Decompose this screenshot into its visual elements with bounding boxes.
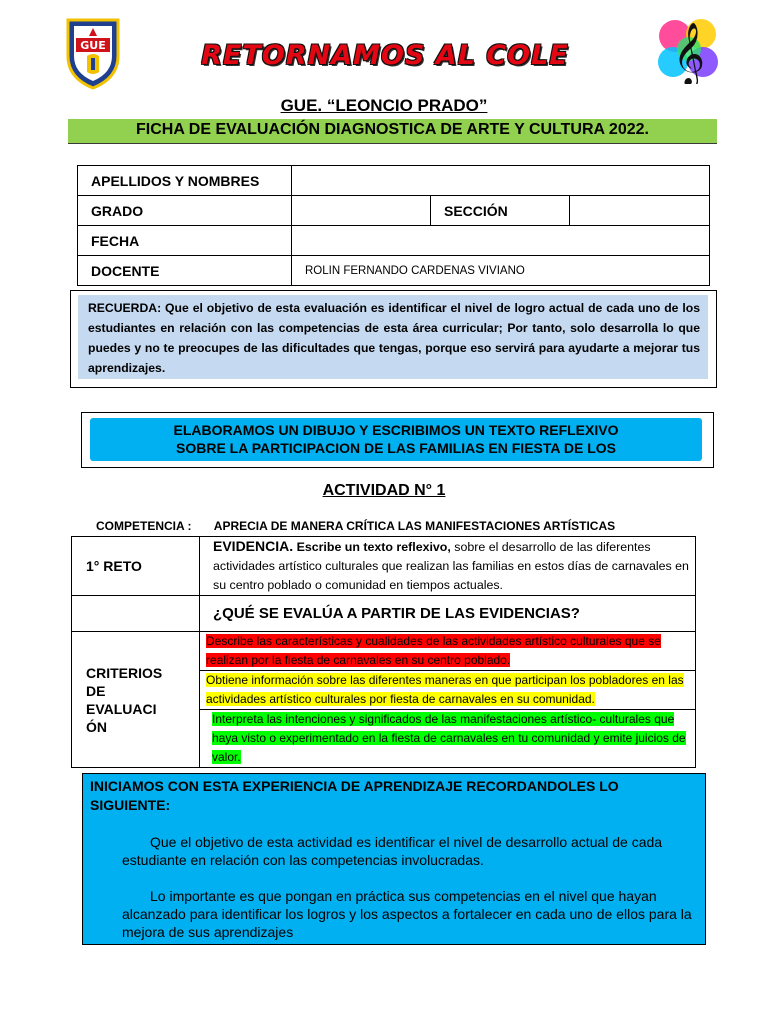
competencia-line	[96, 519, 716, 533]
empty-cell	[72, 596, 200, 632]
evidencia-cell	[200, 537, 696, 596]
competencia-value: APRECIA DE MANERA CRÍTICA LAS MANIFESTACIONES ARTÍSTICAS	[213, 519, 616, 533]
seccion-field[interactable]	[570, 196, 710, 226]
fecha-label: FECHA	[78, 226, 292, 256]
competencia-label: COMPETENCIA :	[96, 519, 192, 533]
grado-label: GRADO	[78, 196, 292, 226]
grado-field[interactable]	[292, 196, 431, 226]
iniciamos-para-1: Que el objetivo de esta actividad es identificar el nivel de desarrollo actual de cada estudiante en relación con las competencias involucradas.	[122, 834, 663, 868]
criterio-1-text: Describe las características y cualidades de las actividades artístico culturales que se realizan por la fiesta de carnavales en su centro poblado.	[206, 634, 661, 667]
seccion-label: SECCIÓN	[431, 196, 570, 226]
evidencia-bold: Escribe un texto reflexivo,	[293, 540, 451, 554]
evaluacion-question: ¿QUÉ SE EVALÚA A PARTIR DE LAS EVIDENCIAS?	[200, 596, 696, 632]
iniciamos-para-2: Lo importante es que pongan en práctica sus competencias en el nivel que hayan alcanzado para identificar los logros y los aspectos a fortalecer en cada uno de ellos para la mejora de sus aprendizajes	[122, 888, 692, 940]
elaboramos-line-1: ELABORAMOS UN DIBUJO Y ESCRIBIMOS UN TEXTO REFLEXIVO	[173, 422, 619, 438]
criterios-label	[72, 632, 200, 768]
svg-text:𝄞: 𝄞	[673, 22, 705, 84]
actividad-title: ACTIVIDAD N° 1	[322, 482, 446, 499]
elaboramos-line-2: SOBRE LA PARTICIPACION DE LAS FAMILIAS EN FIESTA DE LOS	[176, 440, 616, 456]
criterio-2-text: Obtiene información sobre las diferentes maneras en que participan los pobladores en las actividades artístico culturales por fiesta de carnavales en su comunidad.	[206, 673, 684, 706]
criterio-2	[200, 671, 696, 710]
school-crest-icon	[62, 12, 124, 90]
recuerda-text: RECUERDA: Que el objetivo de esta evaluación es identificar el nivel de logro actual de cada uno de los estudiantes en relación con las competencias de esta área curricular; Por tanto, solo desarrolla lo que puedes y no te preocupes de las dificultades que tengas, porque eso servirá para ayudarte a mejorar tus aprendizajes.	[88, 301, 700, 375]
criterio-1	[200, 632, 696, 671]
criterio-3	[200, 710, 696, 768]
criterios-label-text: CRITERIOS DE EVALUACI ÓN	[86, 664, 163, 735]
apellidos-label: APELLIDOS Y NOMBRES	[78, 166, 292, 196]
student-info-table	[77, 165, 710, 286]
evidencia-text: sobre el desarrollo de las diferentes actividades artístico culturales que realizan las familias en estos días de carnavales en su centro poblado o comunidad en tiempos actuales.	[213, 540, 689, 592]
ficha-title: FICHA DE EVALUACIÓN DIAGNOSTICA DE ARTE Y CULTURA 2022.	[136, 121, 649, 138]
iniciamos-heading: INICIAMOS CON ESTA EXPERIENCIA DE APRENDIZAJE RECORDANDOLES LO SIGUIENTE:	[90, 778, 619, 813]
criterio-3-text: Interpreta las intenciones y significados de las manifestaciones artístico- culturales que haya visto o experimentado en la fiesta de carnavales en tu comunidad y emite juicios de valor.	[212, 712, 686, 764]
apellidos-field[interactable]	[292, 166, 710, 196]
fecha-field[interactable]	[292, 226, 710, 256]
elaboramos-text	[90, 421, 702, 457]
banner-title: RETORNAMOS AL COLE	[201, 40, 569, 71]
treble-clef-icon	[655, 14, 723, 84]
school-name: GUE. “LEONCIO PRADO”	[280, 96, 488, 115]
evidencia-label: EVIDENCIA.	[213, 538, 294, 554]
reto-label: 1° RETO	[72, 537, 200, 596]
crest-label: GUE	[80, 39, 106, 52]
docente-label: DOCENTE	[78, 256, 292, 286]
reto-table	[71, 536, 696, 768]
docente-value: ROLIN FERNANDO CARDENAS VIVIANO	[292, 256, 710, 286]
